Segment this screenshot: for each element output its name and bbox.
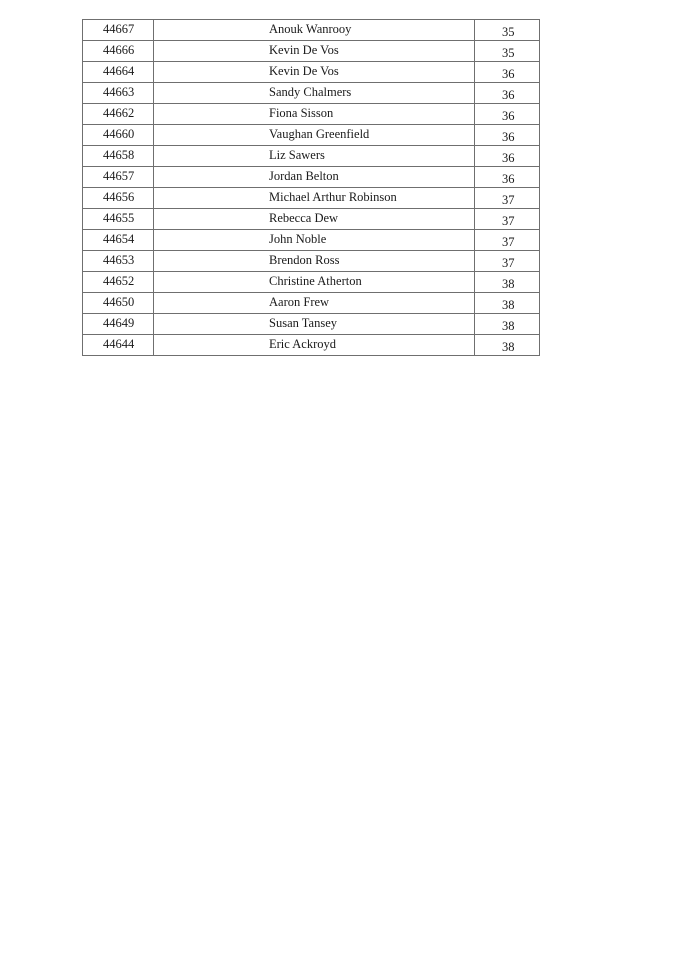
table-row bbox=[83, 41, 540, 62]
value-cell: 37 bbox=[475, 209, 540, 230]
results-table-body bbox=[83, 20, 540, 356]
table-row bbox=[83, 293, 540, 314]
table-row bbox=[83, 125, 540, 146]
entry-id-cell: 44666 bbox=[83, 41, 154, 62]
entry-id-cell: 44658 bbox=[83, 146, 154, 167]
value-cell: 36 bbox=[475, 104, 540, 125]
entrant-name-cell: Kevin De Vos bbox=[154, 62, 475, 83]
results-table bbox=[82, 19, 540, 356]
value-cell: 37 bbox=[475, 230, 540, 251]
value-cell: 36 bbox=[475, 146, 540, 167]
value-cell: 35 bbox=[475, 20, 540, 41]
entry-id-cell: 44657 bbox=[83, 167, 154, 188]
table-row bbox=[83, 188, 540, 209]
value-cell: 38 bbox=[475, 335, 540, 356]
entrant-name-cell: John Noble bbox=[154, 230, 475, 251]
entry-id-cell: 44663 bbox=[83, 83, 154, 104]
table-row bbox=[83, 314, 540, 335]
value-cell: 38 bbox=[475, 314, 540, 335]
table-row bbox=[83, 209, 540, 230]
entry-id-cell: 44653 bbox=[83, 251, 154, 272]
entrant-name-cell: Kevin De Vos bbox=[154, 41, 475, 62]
table-row bbox=[83, 272, 540, 293]
entrant-name-cell: Fiona Sisson bbox=[154, 104, 475, 125]
table-row bbox=[83, 251, 540, 272]
entry-id-cell: 44654 bbox=[83, 230, 154, 251]
table-row bbox=[83, 146, 540, 167]
entry-id-cell: 44664 bbox=[83, 62, 154, 83]
value-cell: 36 bbox=[475, 167, 540, 188]
table-row bbox=[83, 104, 540, 125]
entry-id-cell: 44660 bbox=[83, 125, 154, 146]
entrant-name-cell: Aaron Frew bbox=[154, 293, 475, 314]
value-cell: 36 bbox=[475, 125, 540, 146]
value-cell: 36 bbox=[475, 83, 540, 104]
entry-id-cell: 44649 bbox=[83, 314, 154, 335]
value-cell: 35 bbox=[475, 41, 540, 62]
entry-id-cell: 44655 bbox=[83, 209, 154, 230]
value-cell: 37 bbox=[475, 188, 540, 209]
entry-id-cell: 44662 bbox=[83, 104, 154, 125]
entrant-name-cell: Michael Arthur Robinson bbox=[154, 188, 475, 209]
entrant-name-cell: Liz Sawers bbox=[154, 146, 475, 167]
entry-id-cell: 44644 bbox=[83, 335, 154, 356]
entrant-name-cell: Eric Ackroyd bbox=[154, 335, 475, 356]
table-row bbox=[83, 62, 540, 83]
value-cell: 38 bbox=[475, 272, 540, 293]
entry-id-cell: 44656 bbox=[83, 188, 154, 209]
entrant-name-cell: Susan Tansey bbox=[154, 314, 475, 335]
table-row bbox=[83, 20, 540, 41]
entrant-name-cell: Sandy Chalmers bbox=[154, 83, 475, 104]
entrant-name-cell: Jordan Belton bbox=[154, 167, 475, 188]
entrant-name-cell: Brendon Ross bbox=[154, 251, 475, 272]
table-row bbox=[83, 167, 540, 188]
table-row bbox=[83, 230, 540, 251]
entrant-name-cell: Vaughan Greenfield bbox=[154, 125, 475, 146]
table-row bbox=[83, 335, 540, 356]
table-row bbox=[83, 83, 540, 104]
entry-id-cell: 44652 bbox=[83, 272, 154, 293]
value-cell: 38 bbox=[475, 293, 540, 314]
value-cell: 37 bbox=[475, 251, 540, 272]
entrant-name-cell: Rebecca Dew bbox=[154, 209, 475, 230]
entry-id-cell: 44650 bbox=[83, 293, 154, 314]
entrant-name-cell: Christine Atherton bbox=[154, 272, 475, 293]
entry-id-cell: 44667 bbox=[83, 20, 154, 41]
entrant-name-cell: Anouk Wanrooy bbox=[154, 20, 475, 41]
value-cell: 36 bbox=[475, 62, 540, 83]
